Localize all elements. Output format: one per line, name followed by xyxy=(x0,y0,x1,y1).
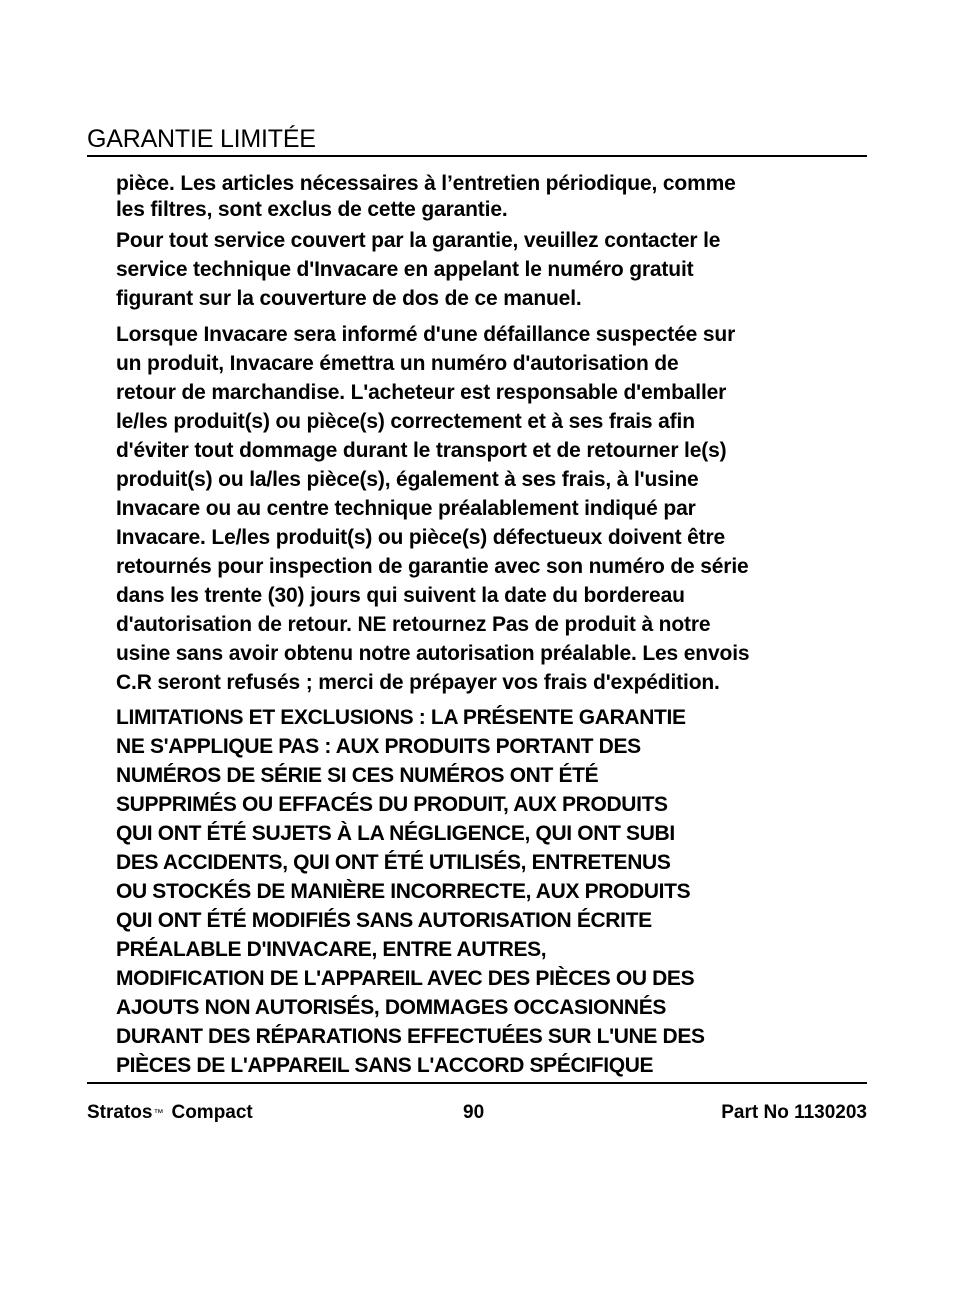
paragraph-text: Lorsque Invacare sera informé d'une défaillance suspectée sur un produit, Invacare émettra un numéro d'autorisation de retour de marchandise. L'acheteur est responsable d'emballer le/les produit(s) ou pièce(s) correctement et à ses frais afin d'éviter tout dommage durant le transport et de retourner le(s) produit(s) ou la/les pièce(s), également à ses frais, à l'usine Invacare ou au centre technique préalablement indiqué par Invacare. Le/les produit(s) ou pièce(s) défectueux doivent être retournés pour inspection de garantie avec son numéro de série dans les trente (30) jours qui suivent la date du bordereau d'autorisation de retour. NE retournez Pas de produit à notre usine sans avoir obtenu notre autorisation préalable. Les envois C.R seront refusés ; merci de prépayer vos frais d'expédition. xyxy=(116,323,750,694)
footer-divider xyxy=(87,1082,867,1084)
part-number: Part No 1130203 xyxy=(721,1102,867,1123)
paragraph-warranty-service-contact xyxy=(116,226,844,313)
footer-product-model: Compact xyxy=(171,1102,253,1123)
page-title: GARANTIE LIMITÉE xyxy=(87,125,316,153)
paragraph-text: Pour tout service couvert par la garantie, veuillez contacter le service technique d'Invacare en appelant le numéro gratuit figurant sur la couverture de dos de ce manuel. xyxy=(116,229,721,310)
paragraph-return-authorization xyxy=(116,320,844,697)
paragraph-text: LIMITATIONS ET EXCLUSIONS : LA PRÉSENTE GARANTIE NE S'APPLIQUE PAS : AUX PRODUITS PORTANT DES NUMÉROS DE SÉRIE SI CES NUMÉROS ONT ÉTÉ SUPPRIMÉS OU EFFACÉS DU PRODUIT, AUX PRODUITS QUI ONT ÉTÉ SUJETS À LA NÉGLIGENCE, QUI ONT SUBI DES ACCIDENTS, QUI ONT ÉTÉ UTILISÉS, ENTRETENUS OU STOCKÉS DE MANIÈRE INCORRECTE, AUX PRODUITS QUI ONT ÉTÉ MODIFIÉS SANS AUTORISATION ÉCRITE PRÉALABLE D'INVACARE, ENTRE AUTRES, MODIFICATION DE L'APPAREIL AVEC DES PIÈCES OU DES AJOUTS NON AUTORISÉS, DOMMAGES OCCASIONNÉS DURANT DES RÉPARATIONS EFFECTUÉES SUR L'UNE DES PIÈCES DE L'APPAREIL SANS L'ACCORD SPÉCIFIQUE xyxy=(116,706,705,1077)
footer-product xyxy=(87,1101,253,1125)
paragraph-text: pièce. Les articles nécessaires à l’entretien périodique, comme les filtres, sont exclus de cette garantie. xyxy=(116,172,736,221)
trademark-symbol: ™ xyxy=(153,1108,164,1119)
paragraph-periodic-maintenance xyxy=(116,171,844,223)
footer-product-name: Stratos xyxy=(87,1102,153,1123)
paragraph-limitations-exclusions xyxy=(116,703,844,1080)
page-number: 90 xyxy=(463,1102,485,1123)
title-divider xyxy=(87,155,867,157)
